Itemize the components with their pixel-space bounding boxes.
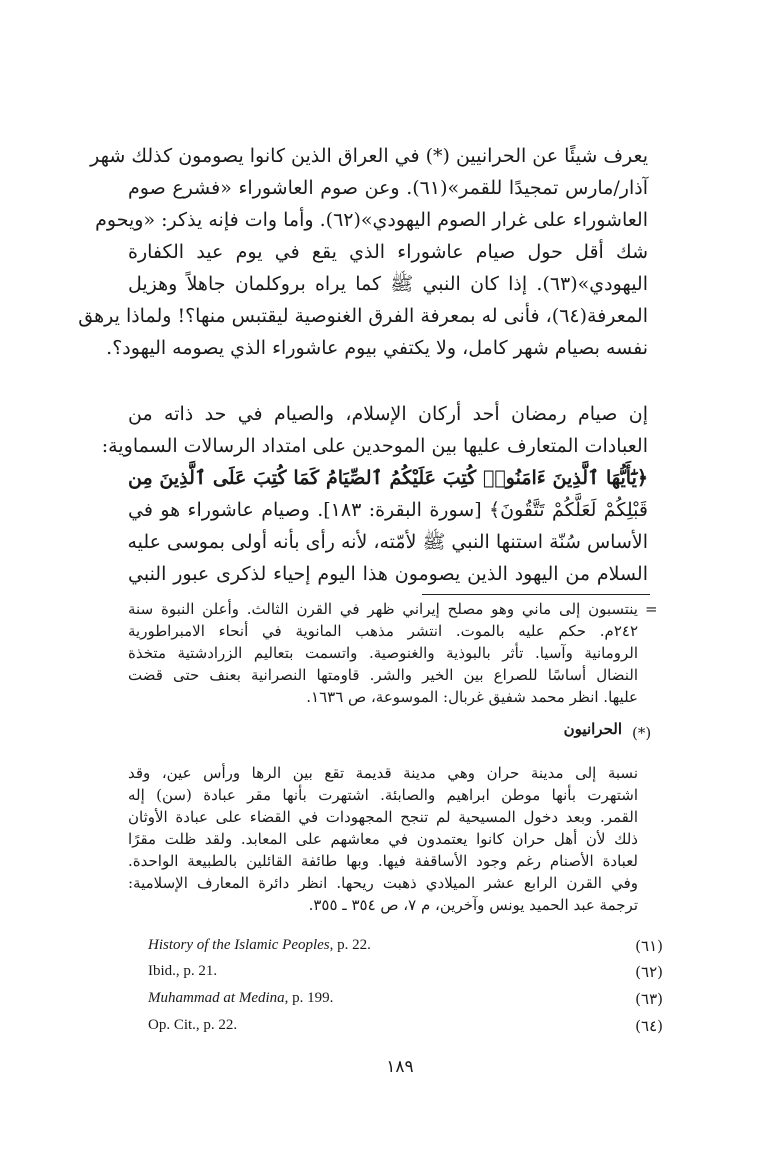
footnote-star-marker: (*) <box>632 724 652 742</box>
text-line: السلام من اليهود الذين يصومون هذا اليوم إحياء لذكرى عبور النبي <box>128 563 648 585</box>
footnote-line: ترجمة عبد الحميد يونس وآخرين، م ٧، ص ٣٥٤ ـ ٣٥٥. <box>308 896 638 914</box>
text-line: شك أقل حول صيام عاشوراء الذي يقع في يوم عيد الكفارة <box>128 241 648 263</box>
footnote-line: اشتهرت بأنها موطن ابراهيم والصابئة. اشتهرت بأنها مقر عبادة (سن) إله <box>128 786 638 804</box>
footnote-line: عليها. انظر محمد شفيق غربال: الموسوعة، ص ١٦٣٦. <box>306 688 638 706</box>
text-line: نفسه بصيام شهر كامل، ولا يكتفي بيوم عاشوراء الذي يصومه اليهود؟. <box>106 337 648 359</box>
text-line: آذار/مارس تمجيدًا للقمر»(٦١). وعن صوم العاشوراء «فشرع صوم <box>128 177 648 199</box>
text-line: العبادات المتعارف عليها بين الموحدين على امتداد الرسالات السماوية: <box>101 435 648 457</box>
reference-text: Op. Cit., p. 22. <box>148 1017 238 1033</box>
text-line: يعرف شيئًا عن الحرانيين (*) في العراق الذين كانوا يصومون كذلك شهر <box>90 145 648 167</box>
reference-number: (٦٣) <box>635 990 663 1008</box>
reference-number: (٦٤) <box>635 1017 663 1035</box>
paragraph-2 <box>101 398 648 590</box>
reference-61 <box>148 937 663 961</box>
footnote-continued <box>128 598 638 708</box>
footnote-line: النضال أساسًا للصراع بين الخير والشر. قاومتها النصرانية بعنف حتى قضت <box>128 666 638 684</box>
text-line: قَبْلِكُمْ لَعَلَّكُمْ تَتَّقُونَ﴾ [سورة البقرة: ١٨٣]. وصيام عاشوراء هو في <box>128 499 648 521</box>
footnote-line: ٢٤٢م. حكم عليه بالموت. انتشر مذهب المانوية في أنحاء الامبراطورية <box>128 622 638 640</box>
reference-62 <box>148 963 663 987</box>
text-line: اليهودي»(٦٣). إذا كان النبي ﷺ كما يراه بروكلمان جاهلاً وهزيل <box>128 273 648 295</box>
footnote-line: القمر. وبعد دخول المسيحية لم تنجح المجهودات في القضاء على عبادة الأوثان <box>128 808 638 826</box>
text-line: الأساس سُنّة استنها النبي ﷺ لأمّته، لأنه رأى بأنه أولى بموسى عليه <box>127 531 648 553</box>
footnote-star <box>128 762 638 916</box>
reference-text: History of the Islamic Peoples, p. 22. <box>148 937 371 953</box>
reference-number: (٦٢) <box>635 963 663 981</box>
footnote-line: وفي القرن الرابع عشر الميلادي ذهبت ريحها. انظر دائرة المعارف الإسلامية: <box>128 874 638 892</box>
footnote-separator <box>422 594 650 595</box>
reference-text: Muhammad at Medina, p. 199. <box>148 990 334 1006</box>
footnote-line: نسبة إلى مدينة حران وهي مدينة قديمة تقع بين الرها ورأس عين، وقد <box>128 764 638 782</box>
text-line: المعرفة(٦٤)، فأنى له بمعرفة الفرق الغنوصية ليقتبس منها؟! ولماذا يرهق <box>78 305 648 327</box>
page-number: ١٨٩ <box>386 1057 414 1077</box>
reference-63 <box>148 990 663 1014</box>
quran-verse-line: ﴿يَٰٓأَيُّهَا ٱلَّذِينَ ءَامَنُوا۟ كُتِبَ عَلَيْكُمُ ٱلصِّيَامُ كَمَا كُتِبَ عَلَى ٱلَّذِينَ مِن <box>128 467 648 489</box>
footnote-line: الرومانية وآسيا. تأثر بالبوذية والغنوصية. واتسمت بتعاليم الزرادشتية متخذة <box>128 644 638 662</box>
text-line: إن صيام رمضان أحد أركان الإسلام، والصيام في حد ذاته من <box>128 403 648 425</box>
reference-text: Ibid., p. 21. <box>148 963 218 979</box>
footnote-star-title: الحرانيون <box>563 720 622 738</box>
footnote-line: ينتسبون إلى ماني وهو مصلح إيراني ظهر في القرن الثالث. وأعلن النبوة سنة <box>128 600 638 618</box>
text-line: العاشوراء على غرار الصوم اليهودي»(٦٢). وأما وات فإنه يذكر: «ويحوم <box>95 209 648 231</box>
paragraph-1 <box>78 140 648 364</box>
footnote-line: لعبادة الأصنام رغم وجود الأساقفة فيها. وبها طائفة القائلين بالطبيعة الواحدة. <box>128 852 638 870</box>
reference-number: (٦١) <box>635 937 663 955</box>
reference-64 <box>148 1017 663 1041</box>
footnote-continuation-marker: = <box>645 600 658 618</box>
footnote-line: ذلك لأن أهل حران كانوا يعتمدون في معاشهم على المعابد. ولقد ظلت مقرًا <box>128 830 638 848</box>
